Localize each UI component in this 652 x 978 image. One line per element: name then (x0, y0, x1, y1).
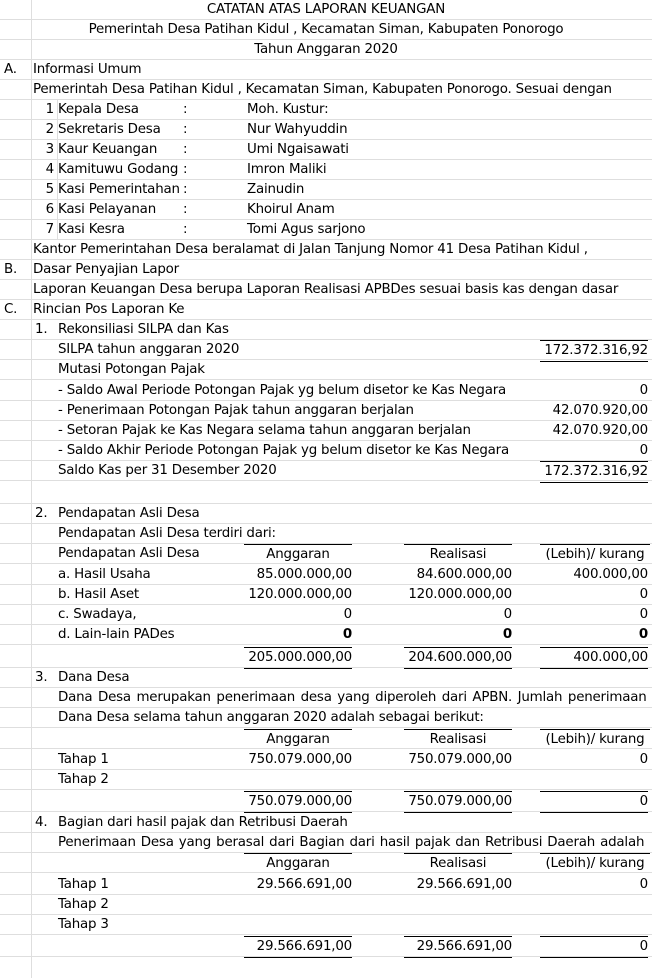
row-realisasi (404, 915, 512, 934)
pad-intro-row (0, 524, 652, 544)
section-letter: A. (4, 62, 17, 77)
section-title: Rincian Pos Laporan Ke (33, 302, 185, 317)
subtitle-row (0, 20, 652, 40)
section-title: Dasar Penyajian Lapor (33, 262, 179, 277)
col-realisasi: Realisasi (404, 853, 512, 873)
section-b-text (0, 280, 652, 300)
silpa-value: 172.372.316,92 (540, 340, 648, 362)
official-number: 4 (45, 162, 54, 177)
title-row (0, 0, 652, 20)
official-role: Sekretaris Desa (58, 122, 161, 137)
office-address-row (0, 240, 652, 260)
report-subtitle: Pemerintah Desa Patihan Kidul , Kecamatan Siman, Kabupaten Ponorogo (88, 22, 564, 37)
row-selisih (540, 915, 648, 934)
subsection-number: 3. (35, 670, 48, 685)
official-name: Umi Ngaisawati (247, 142, 349, 157)
row-realisasi (404, 770, 512, 789)
pajak-header-row (0, 853, 652, 873)
row-label: Tahap 2 (58, 897, 109, 912)
row-anggaran: 750.079.000,00 (248, 752, 352, 767)
official-name: Imron Maliki (247, 162, 327, 177)
row-selisih (540, 770, 648, 789)
mutasi-item-label: - Saldo Awal Periode Potongan Pajak yg belum disetor ke Kas Negara (58, 383, 507, 398)
subsection-title: Rekonsiliasi SILPA dan Kas (58, 322, 229, 337)
table-row (0, 915, 652, 935)
official-separator: : (183, 222, 188, 237)
row-realisasi (404, 895, 512, 914)
subsection-number: 2. (35, 506, 48, 521)
table-row (0, 585, 652, 605)
report-year: Tahun Anggaran 2020 (254, 42, 398, 57)
saldo-label: Saldo Kas per 31 Desember 2020 (58, 463, 277, 478)
mutasi-item-value: 42.070.920,00 (552, 423, 648, 438)
mutasi-item-label: - Setoran Pajak ke Kas Negara selama tahun anggaran berjalan (58, 423, 471, 438)
official-name: Moh. Kustur: (247, 102, 329, 117)
silpa-row (0, 340, 652, 360)
official-number: 7 (45, 222, 54, 237)
report-title: CATATAN ATAS LAPORAN KEUANGAN (206, 2, 446, 17)
official-row (0, 200, 652, 220)
mutasi-row (0, 360, 652, 380)
row-label: d. Lain-lain PADes (58, 627, 175, 642)
subsection-title: Pendapatan Asli Desa (58, 506, 200, 521)
col-anggaran: Anggaran (244, 544, 352, 564)
saldo-row (0, 461, 652, 481)
mutasi-item (0, 401, 652, 421)
basis-text: Laporan Keuangan Desa berupa Laporan Realisasi APBDes sesuai basis kas dengan dasar (33, 282, 619, 297)
dd-text-1: Dana Desa merupakan penerimaan desa yang diperoleh dari APBN. Jumlah penerimaan (58, 690, 647, 705)
dd-text-2: Dana Desa selama tahun anggaran 2020 adalah sebagai berikut: (58, 710, 484, 725)
row-label: Tahap 3 (58, 917, 109, 932)
official-row (0, 220, 652, 240)
dd-text-row-1 (0, 688, 652, 708)
col-selisih: (Lebih)/ kurang (540, 544, 650, 564)
row-anggaran: 85.000.000,00 (256, 567, 352, 582)
official-role: Kasi Pelayanan (58, 202, 156, 217)
official-role: Kepala Desa (58, 102, 139, 117)
official-row (0, 120, 652, 140)
pajak-text: Penerimaan Desa yang berasal dari Bagian dari hasil pajak dan Retribusi Daerah adalah (58, 835, 645, 850)
official-number: 6 (45, 202, 54, 217)
total-realisasi: 29.566.691,00 (404, 936, 512, 958)
mutasi-item-label: - Saldo Akhir Periode Potongan Pajak yg belum disetor ke Kas Negara (58, 443, 509, 458)
row-label: a. Hasil Usaha (58, 567, 151, 582)
official-row (0, 100, 652, 120)
table-row (0, 605, 652, 625)
row-realisasi: 84.600.000,00 (416, 567, 512, 582)
row-anggaran (244, 915, 352, 934)
row-realisasi: 750.079.000,00 (408, 752, 512, 767)
pad-intro: Pendapatan Asli Desa terdiri dari: (58, 526, 276, 541)
silpa-label: SILPA tahun anggaran 2020 (58, 342, 240, 357)
official-name: Nur Wahyuddin (247, 122, 348, 137)
row-selisih (540, 895, 648, 914)
total-anggaran: 29.566.691,00 (244, 936, 352, 958)
pad-head-label: Pendapatan Asli Desa (58, 546, 200, 561)
mutasi-item (0, 381, 652, 401)
mutasi-item-value: 0 (639, 443, 648, 458)
dd-text-row-2 (0, 708, 652, 728)
total-realisasi: 750.079.000,00 (404, 791, 512, 813)
section-a-heading (0, 60, 652, 80)
mutasi-item (0, 421, 652, 441)
official-name: Tomi Agus sarjono (247, 222, 366, 237)
col-realisasi: Realisasi (404, 729, 512, 749)
row-anggaran (244, 770, 352, 789)
official-separator: : (183, 162, 188, 177)
total-selisih: 400.000,00 (540, 647, 648, 669)
total-selisih: 0 (540, 936, 648, 958)
official-role: Kasi Kesra (58, 222, 125, 237)
pad-total-row (0, 647, 652, 668)
row-label: c. Swadaya, (58, 607, 137, 622)
official-row (0, 180, 652, 200)
col-anggaran: Anggaran (244, 729, 352, 749)
row-selisih: 0 (639, 607, 648, 622)
mutasi-item-label: - Penerimaan Potongan Pajak tahun anggaran berjalan (58, 403, 414, 418)
mutasi-label: Mutasi Potongan Pajak (58, 362, 205, 377)
total-realisasi: 204.600.000,00 (404, 647, 512, 669)
total-anggaran: 750.079.000,00 (244, 791, 352, 813)
official-row (0, 140, 652, 160)
mutasi-item-value: 0 (639, 383, 648, 398)
subsection-title: Bagian dari hasil pajak dan Retribusi Daerah (58, 815, 348, 830)
official-separator: : (183, 102, 188, 117)
official-role: Kasi Pemerintahan (58, 182, 180, 197)
official-role: Kaur Keuangan (58, 142, 158, 157)
office-address: Kantor Pemerintahan Desa beralamat di Jalan Tanjung Nomor 41 Desa Patihan Kidul , (33, 242, 588, 257)
official-name: Khoirul Anam (247, 202, 335, 217)
official-separator: : (183, 202, 188, 217)
blank-row (0, 481, 652, 504)
mutasi-item (0, 441, 652, 461)
table-row (0, 625, 652, 645)
pad-header-row (0, 544, 652, 564)
col-selisih: (Lebih)/ kurang (540, 853, 650, 873)
section-letter: B. (4, 262, 18, 277)
row-realisasi: 0 (503, 607, 512, 622)
row-selisih: 0 (639, 587, 648, 602)
pajak-text-row (0, 833, 652, 853)
subsection-3-heading (0, 668, 652, 688)
row-anggaran: 0 (343, 607, 352, 622)
row-realisasi: 0 (502, 627, 512, 642)
official-number: 3 (45, 142, 54, 157)
intro-text: Pemerintah Desa Patihan Kidul , Kecamatan Siman, Kabupaten Ponorogo. Sesuai dengan (33, 82, 612, 97)
subsection-number: 1. (35, 322, 48, 337)
official-separator: : (183, 142, 188, 157)
table-row (0, 875, 652, 895)
official-row (0, 160, 652, 180)
official-number: 2 (45, 122, 54, 137)
table-row (0, 565, 652, 585)
dd-total-row (0, 791, 652, 812)
row-label: Tahap 2 (58, 772, 109, 787)
total-anggaran: 205.000.000,00 (244, 647, 352, 669)
saldo-value: 172.372.316,92 (540, 461, 648, 483)
mutasi-item-value: 42.070.920,00 (552, 403, 648, 418)
row-anggaran: 120.000.000,00 (248, 587, 352, 602)
row-label: b. Hasil Aset (58, 587, 139, 602)
subsection-number: 4. (35, 815, 48, 830)
col-realisasi: Realisasi (404, 544, 512, 564)
year-row (0, 40, 652, 60)
section-title: Informasi Umum (33, 62, 142, 77)
row-realisasi: 120.000.000,00 (408, 587, 512, 602)
col-anggaran: Anggaran (244, 853, 352, 873)
row-selisih: 0 (639, 877, 648, 892)
row-label: Tahap 1 (58, 877, 109, 892)
official-separator: : (183, 122, 188, 137)
section-c-heading (0, 300, 652, 320)
row-realisasi: 29.566.691,00 (416, 877, 512, 892)
subsection-title: Dana Desa (58, 670, 130, 685)
table-row (0, 895, 652, 915)
row-selisih: 0 (638, 627, 648, 642)
section-letter: C. (4, 302, 18, 317)
table-row (0, 750, 652, 770)
section-b-heading (0, 260, 652, 280)
table-row (0, 770, 652, 790)
official-name: Zainudin (247, 182, 305, 197)
col-selisih: (Lebih)/ kurang (540, 729, 650, 749)
subsection-2-heading (0, 504, 652, 524)
row-selisih: 0 (639, 752, 648, 767)
row-anggaran: 29.566.691,00 (256, 877, 352, 892)
subsection-4-heading (0, 813, 652, 833)
row-anggaran (244, 895, 352, 914)
pajak-total-row (0, 936, 652, 957)
dd-header-row (0, 729, 652, 749)
official-separator: : (183, 182, 188, 197)
section-a-intro (0, 80, 652, 100)
subsection-1-heading (0, 320, 652, 340)
official-role: Kamituwu Godang (58, 162, 179, 177)
row-selisih: 400.000,00 (573, 567, 648, 582)
row-label: Tahap 1 (58, 752, 109, 767)
row-anggaran: 0 (342, 627, 352, 642)
total-selisih: 0 (540, 791, 648, 813)
official-number: 5 (45, 182, 54, 197)
official-number: 1 (45, 102, 54, 117)
